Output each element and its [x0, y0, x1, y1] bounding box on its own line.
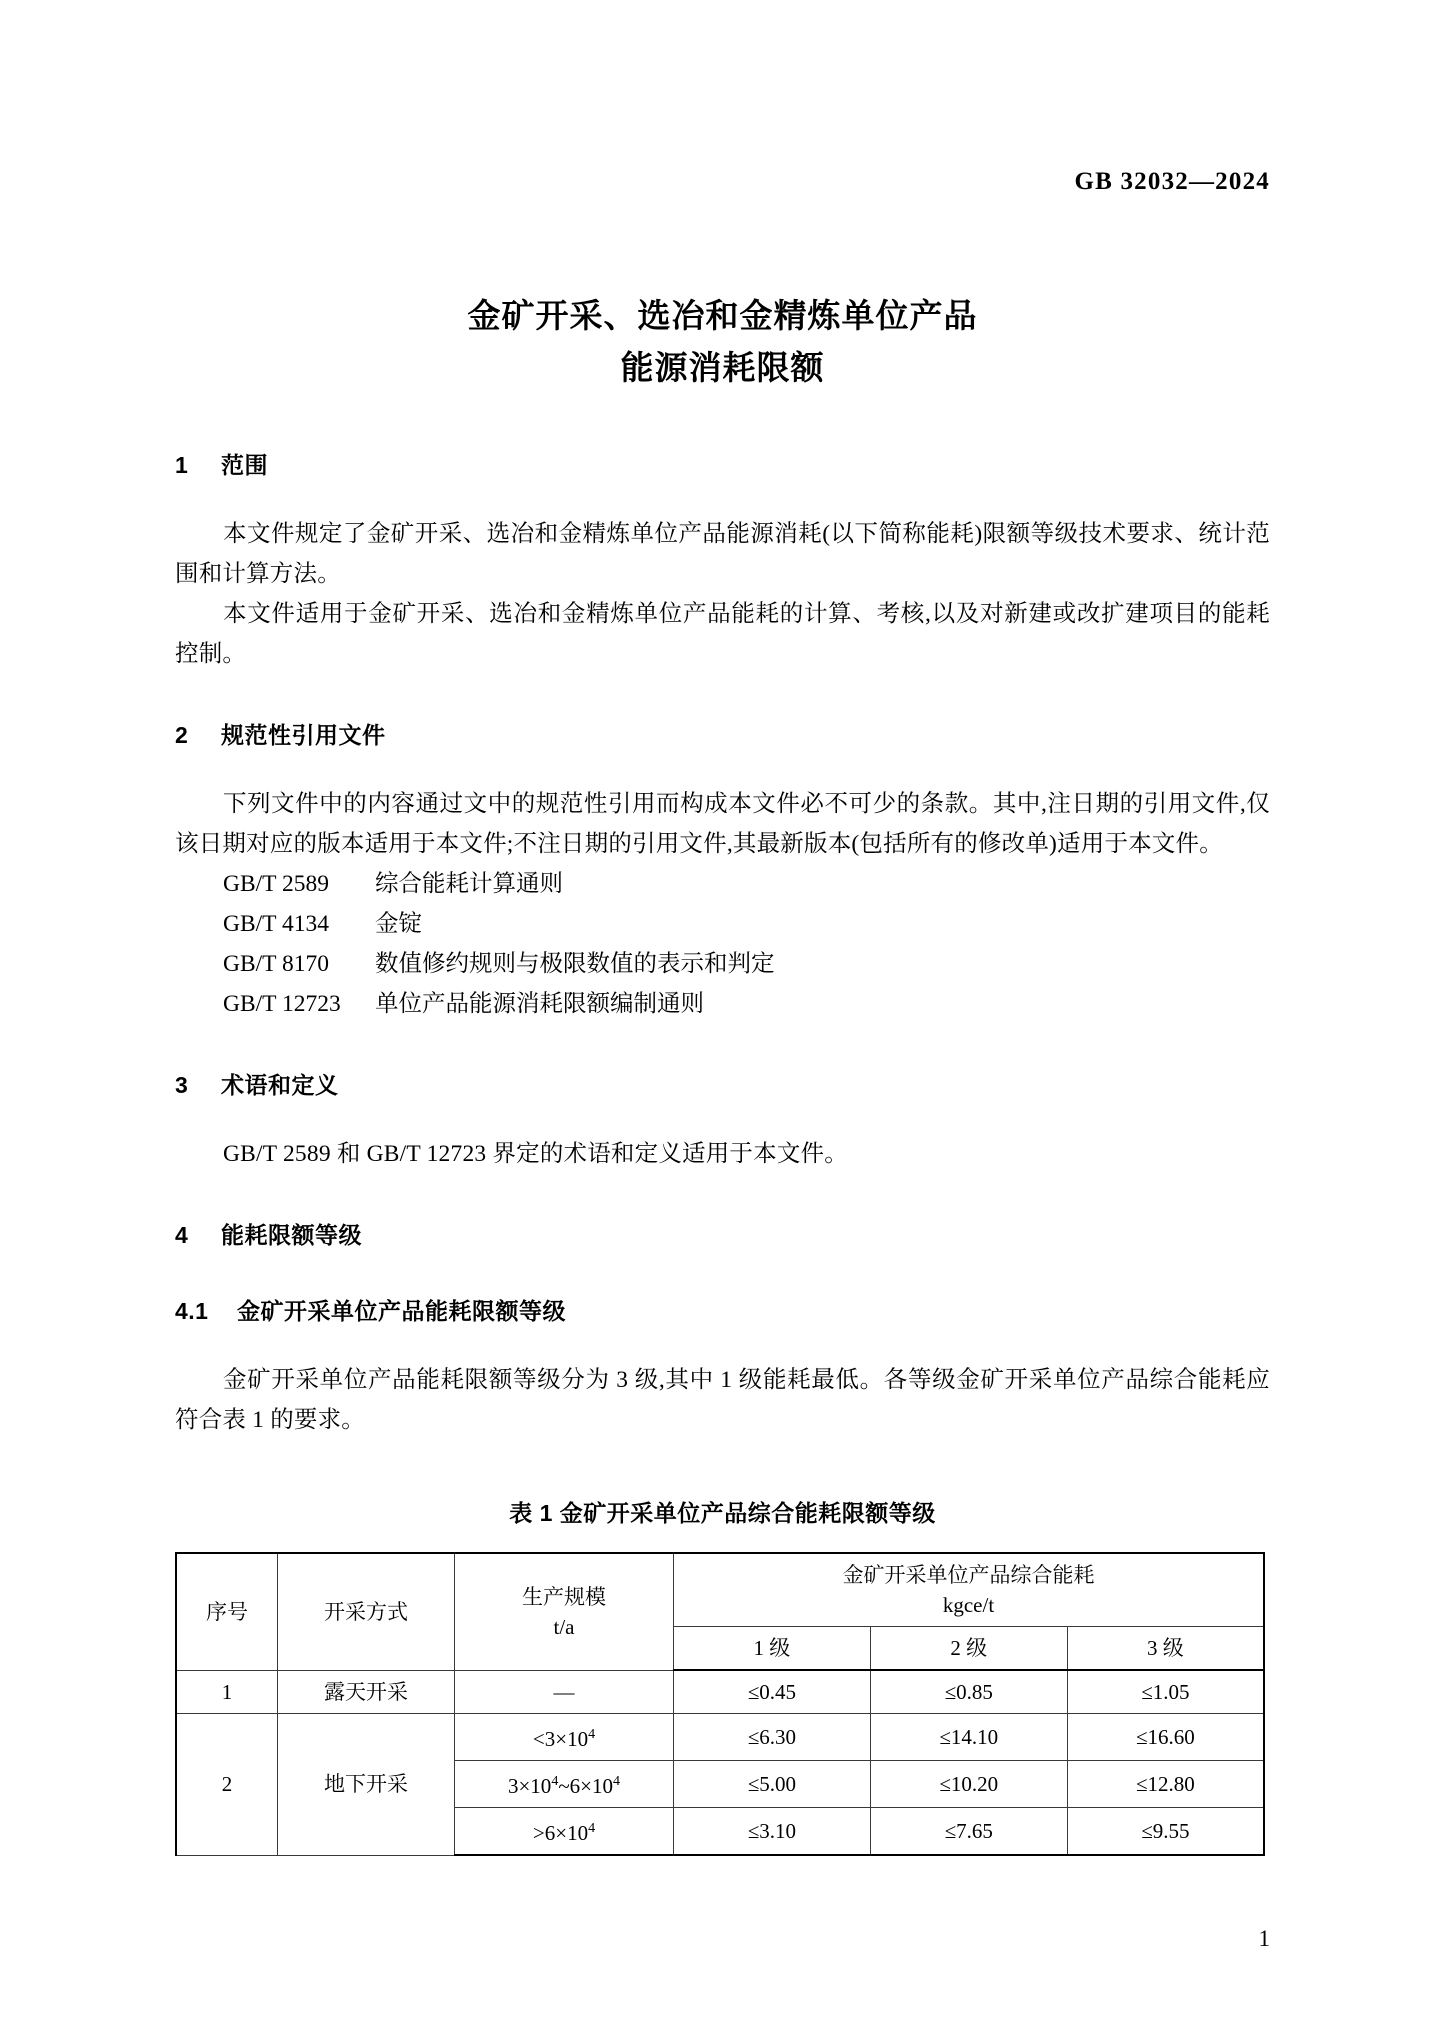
cell-level-1: ≤3.10 [674, 1808, 871, 1856]
standard-number: GB 32032—2024 [1074, 168, 1270, 195]
table-header-mode: 开采方式 [278, 1553, 455, 1670]
section41-paragraph-1: 金矿开采单位产品能耗限额等级分为 3 级,其中 1 级能耗最低。各等级金矿开采单位产品综合能耗应符合表 1 的要求。 [175, 1367, 1270, 1433]
table-row [176, 1670, 1264, 1714]
table-1 [175, 1552, 1265, 1856]
section-heading-2 [175, 720, 1270, 750]
reference-item [175, 984, 1270, 1024]
table-header-level-3: 3 级 [1067, 1627, 1264, 1671]
reference-title: 数值修约规则与极限数值的表示和判定 [375, 951, 775, 977]
cell-no: 2 [176, 1714, 278, 1856]
table-row [176, 1714, 1264, 1761]
section2-paragraph-1: 下列文件中的内容通过文中的规范性引用而构成本文件必不可少的条款。其中,注日期的引用文件,仅该日期对应的版本适用于本文件;不注日期的引用文件,其最新版本(包括所有的修改单)适用于本文件。 [175, 791, 1270, 857]
reference-title: 单位产品能源消耗限额编制通则 [375, 991, 704, 1017]
cell-level-1: ≤5.00 [674, 1761, 871, 1808]
table-1-caption: 表 1 金矿开采单位产品综合能耗限额等级 [509, 1500, 936, 1526]
table-header-level-2: 2 级 [870, 1627, 1067, 1671]
table-header-group [674, 1553, 1265, 1627]
running-header [175, 168, 1270, 202]
cell-level-3: ≤12.80 [1067, 1761, 1264, 1808]
cell-scale: $<3\times 10^4$ [455, 1714, 674, 1761]
section1-paragraph-2: 本文件适用于金矿开采、选冶和金精炼单位产品能耗的计算、考核,以及对新建或改扩建项目的能耗控制。 [175, 601, 1270, 667]
reference-item [175, 944, 1270, 984]
table-header-group-line1: 金矿开采单位产品综合能耗 [842, 1563, 1095, 1587]
section-heading-4-1 [175, 1296, 1270, 1326]
cell-scale: — [455, 1670, 674, 1714]
document-title [175, 290, 1270, 394]
cell-scale: $3\times 10^4\sim 6\times 10^4$ [455, 1761, 674, 1808]
reference-title: 综合能耗计算通则 [375, 871, 563, 897]
cell-level-2: ≤7.65 [870, 1808, 1067, 1856]
cell-level-2: ≤14.10 [870, 1714, 1067, 1761]
reference-title: 金锭 [375, 911, 422, 937]
section3-paragraph-1: GB/T 2589 和 GB/T 12723 界定的术语和定义适用于本文件。 [223, 1141, 848, 1167]
title-line-2: 能源消耗限额 [620, 349, 825, 386]
cell-mode: 露天开采 [278, 1670, 455, 1714]
section-title-1: 范围 [221, 452, 268, 478]
section1-paragraph-1: 本文件规定了金矿开采、选冶和金精炼单位产品能源消耗(以下简称能耗)限额等级技术要求、统计范围和计算方法。 [175, 521, 1270, 587]
table-header-scale [455, 1553, 674, 1670]
section-number-4: 4 [175, 1222, 189, 1248]
title-line-1: 金矿开采、选冶和金精炼单位产品 [467, 297, 978, 334]
section-title-4-1: 金矿开采单位产品能耗限额等级 [237, 1298, 566, 1324]
section-title-2: 规范性引用文件 [221, 722, 386, 748]
section-title-3: 术语和定义 [221, 1072, 339, 1098]
table-header-scale-line2: t/a [553, 1614, 575, 1639]
cell-level-3: ≤1.05 [1067, 1670, 1264, 1714]
cell-level-2: ≤0.85 [870, 1670, 1067, 1714]
cell-level-2: ≤10.20 [870, 1761, 1067, 1808]
reference-id: GB/T 8170 [223, 951, 329, 977]
section-number-3: 3 [175, 1072, 189, 1098]
cell-level-3: ≤16.60 [1067, 1714, 1264, 1761]
cell-mode: 地下开采 [278, 1714, 455, 1856]
cell-level-3: ≤9.55 [1067, 1808, 1264, 1856]
cell-scale: $>6\times 10^4$ [455, 1808, 674, 1856]
reference-id: GB/T 12723 [223, 991, 341, 1017]
document-body [175, 450, 1270, 1856]
reference-id: GB/T 4134 [223, 911, 329, 937]
section-number-1: 1 [175, 452, 189, 478]
page-number: 1 [1258, 1926, 1270, 1951]
section-heading-4 [175, 1220, 1270, 1250]
reference-item [175, 904, 1270, 944]
section-number-4-1: 4.1 [175, 1298, 209, 1324]
section-title-4: 能耗限额等级 [221, 1222, 362, 1248]
cell-level-1: ≤6.30 [674, 1714, 871, 1761]
table-header-scale-line1: 生产规模 [522, 1584, 606, 1609]
reference-item [175, 864, 1270, 904]
table-header-row-1 [176, 1553, 1264, 1627]
table-header-no: 序号 [176, 1553, 278, 1670]
reference-id: GB/T 2589 [223, 871, 329, 897]
cell-no: 1 [176, 1670, 278, 1714]
section-heading-1 [175, 450, 1270, 480]
cell-level-1: ≤0.45 [674, 1670, 871, 1714]
section-heading-3 [175, 1070, 1270, 1100]
table-header-level-1: 1 级 [674, 1627, 871, 1671]
table-header-group-line2: kgce/t [942, 1593, 995, 1617]
section-number-2: 2 [175, 722, 189, 748]
